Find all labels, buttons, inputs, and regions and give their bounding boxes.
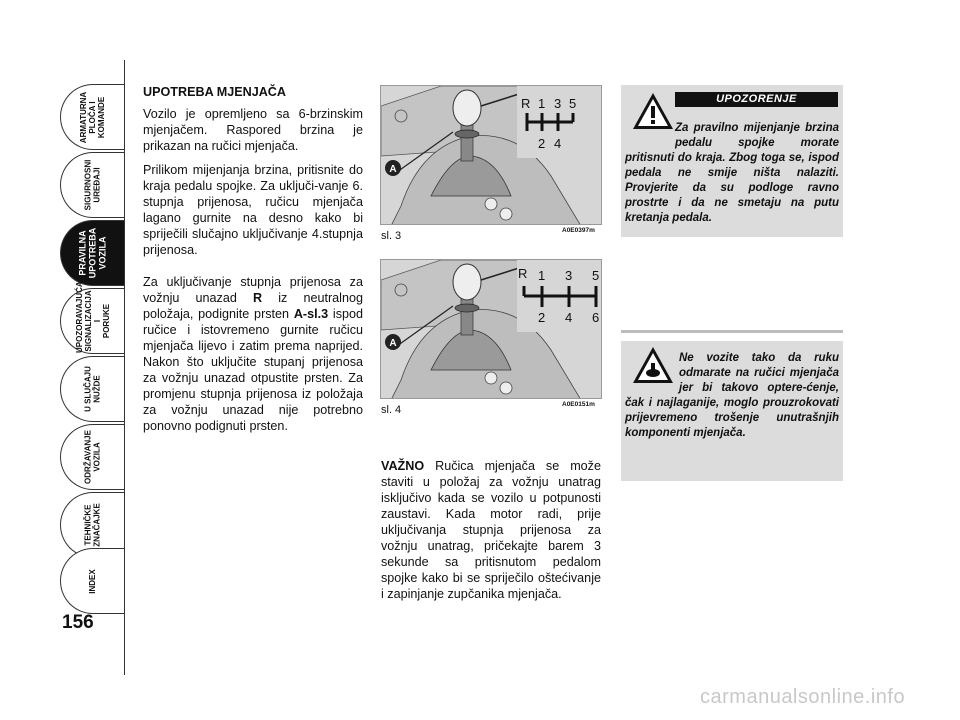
gear-label: 3 xyxy=(554,96,562,111)
gear-label: 2 xyxy=(538,310,546,325)
warning-box xyxy=(621,85,843,237)
reverse-gear-letter: R xyxy=(253,291,263,305)
figure-caption: sl. 3 xyxy=(381,230,402,242)
side-nav-line xyxy=(124,60,125,675)
marker-a-label: A xyxy=(389,338,397,349)
gear-lever-illustration xyxy=(381,86,602,225)
paragraph-reverse-text-a: Za uključivanje stupnja prijenosa za vožnju unazad xyxy=(143,275,363,305)
section-heading: UPOTREBA MJENJAČA xyxy=(143,85,286,99)
gear-label: 5 xyxy=(592,268,600,283)
paragraph-reverse-text-b: iz neutralnog položaja, podignite prsten xyxy=(143,291,363,321)
warning-title: UPOZORENJE xyxy=(675,92,838,107)
watermark: carmanualsonline.info xyxy=(700,686,906,708)
nav-tab-label: UPOZORAVAJUĆA SIGNALIZACIJA I PORUKE xyxy=(74,281,111,353)
paragraph-intro: Vozilo je opremljeno sa 6-brzinskim mjenjačem. Raspored brzina je prikazan na ručici mjenjača. xyxy=(143,107,363,153)
gear-label: 3 xyxy=(565,268,573,283)
important-note-label: VAŽNO xyxy=(381,459,425,473)
nav-tab-label: SIGURNOSNI UREĐAJI xyxy=(83,159,102,211)
gear-label: R xyxy=(518,266,528,281)
nav-tab-label: ODRŽAVANJE VOZILA xyxy=(83,430,102,484)
divider xyxy=(621,330,843,333)
paragraph-shifting: Prilikom mijenjanja brzina, pritisnite do kraja pedalu spojke. Za uključi-vanje 6. stupnja prijenosa, ručicu mjenjača lagano gurnite na desno kako bi spriječili slučajno uključivanje 4.stupnja prijenosa. xyxy=(143,163,363,257)
caution-text-wrap xyxy=(625,351,839,441)
gear-label: R xyxy=(521,96,531,111)
marker-a-label: A xyxy=(389,164,397,175)
figure-gear-lever-4 xyxy=(380,259,602,399)
nav-tab-maintenance[interactable] xyxy=(60,424,124,490)
figure-caption: sl. 4 xyxy=(381,404,402,416)
gear-label: 6 xyxy=(592,310,600,325)
nav-tab-emergency[interactable] xyxy=(60,356,124,422)
nav-tab-label: ARMATURNA PLOČA I KOMANDE xyxy=(79,91,106,143)
nav-tab-warnings[interactable] xyxy=(60,281,124,354)
caution-box xyxy=(621,341,843,481)
nav-tab-index[interactable] xyxy=(60,548,124,614)
gear-label: 2 xyxy=(538,136,546,151)
important-note-text: Ručica mjenjača se može staviti u položaj za vožnju unatrag isključivo kada se vozilo u potpunosti zaustavi. Kada motor radi, prije uključivanja stupnja prijenosa za vožnju unatrag, pričekajte barem 3 sekunde sa pritisnutom pedalom spojke kako bi se spriječilo oštećivanje i zapinjanje zupčanika mjenjača. xyxy=(381,459,601,601)
nav-tab-safety[interactable] xyxy=(60,152,124,218)
important-note xyxy=(381,458,601,602)
nav-tab-label: U SLUČAJU NUŽDE xyxy=(83,366,102,412)
gear-label: 1 xyxy=(538,268,546,283)
gear-label: 1 xyxy=(538,96,546,111)
page-number: 156 xyxy=(62,612,94,633)
figure-code: A0E0397m xyxy=(562,227,595,234)
gear-label: 4 xyxy=(565,310,573,325)
caution-text: Ne vozite tako da ruku odmarate na ručici mjenjača jer bi takovo optere-ćenje, čak i najlaganije, moglo prouzrokovati prijevremeno trošenje unutrašnjih komponenti mjenjača. xyxy=(625,352,839,439)
gear-lever-illustration xyxy=(381,260,602,399)
figure-gear-lever-3 xyxy=(380,85,602,225)
figure-reference: A-sl.3 xyxy=(293,307,329,321)
nav-tab-label: INDEX xyxy=(88,568,97,594)
warning-text-wrap xyxy=(625,121,839,226)
nav-tab-label: TEHNIČKE ZNAČAJKE xyxy=(83,503,102,547)
nav-tab-label: PRAVILNA UPOTREBA VOZILA xyxy=(77,227,108,279)
nav-tab-correct-use[interactable] xyxy=(60,220,124,286)
gear-label: 4 xyxy=(554,136,562,151)
main-text-column xyxy=(143,84,363,442)
paragraph-reverse xyxy=(143,274,363,434)
figure-code: A0E0151m xyxy=(562,401,595,408)
nav-tab-dashboard[interactable] xyxy=(60,84,124,150)
paragraph-reverse-text-c: ispod ručice i istovremeno gurnite ručicu mjenjača lijevo i zatim prema naprijed. Nakon što uključite stupanj prijenosa za vožnju unazad otpustite prsten. Za promjenu stupnja prijenosa iz položaja za vožnju unazad nije potrebno ponovno podignuti prsten. xyxy=(143,307,363,433)
warning-text: Za pravilno mijenjanje brzina pedalu spojke morate pritisnuti do kraja. Zbog toga se, ispod pedala ne smije ništa nalaziti. Provjerite da su podloge ravno prostrte i da ne smetaju na putu kretanja pedala. xyxy=(625,122,839,224)
gear-label: 5 xyxy=(569,96,577,111)
